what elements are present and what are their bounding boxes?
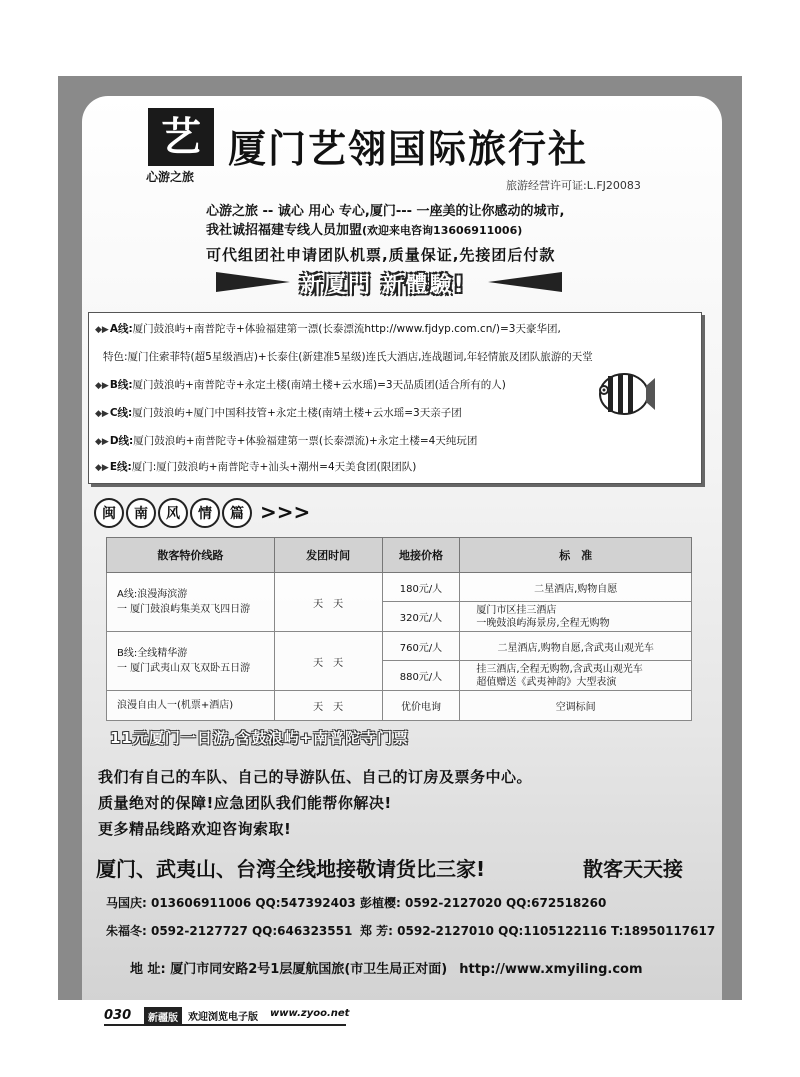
route-label: B线: <box>109 379 133 391</box>
route-item <box>95 321 561 336</box>
headline-left: 厦门、武夷山、台湾全线地接敬请货比三家! <box>96 857 486 881</box>
route-text: 特色:厦门住索菲特(超5星级酒店)+长泰住(新建准5星级)连氏大酒店,连战题词,年轻情旅及团队旅游的天堂 <box>103 351 593 363</box>
route-text: 厦门鼓浪屿+南普陀寺+永定土楼(南靖土楼+云水瑶)=3天品质团(适合所有的人) <box>132 379 506 391</box>
table-row <box>107 691 692 721</box>
standard-line: 一晚鼓浪屿海景房,全程无购物 <box>476 617 610 629</box>
price-cell: 180元/人 <box>382 573 460 602</box>
footer-divider <box>104 1024 346 1026</box>
arrow-right-icon <box>488 272 562 292</box>
time-cell: 天 天 <box>274 632 382 691</box>
site-link[interactable]: www.zyoo.net <box>270 1008 350 1019</box>
heading-char: 南 <box>126 498 156 528</box>
slogan-line-2 <box>206 219 522 238</box>
contact-line: 马国庆: 013606911006 QQ:547392403 <box>106 896 356 910</box>
logo-slogan: 心游之旅 <box>146 170 195 184</box>
address-text: 地 址: 厦门市同安路2号1层厦航国旅(市卫生局正对面) <box>130 962 448 977</box>
route-cell <box>107 573 275 632</box>
route-label: D线: <box>109 435 134 447</box>
page-number: 030 <box>104 1008 132 1023</box>
standard-line: 挂三酒店,全程无购物,含武夷山观光车 <box>476 663 643 675</box>
heading-char: 风 <box>158 498 188 528</box>
bullet-icon: ◆▶ <box>95 463 109 473</box>
standard-cell: 空调标间 <box>460 691 692 721</box>
address-line <box>130 958 643 977</box>
route-cell: 浪漫自由人一(机票+酒店) <box>107 691 275 721</box>
header-time: 发团时间 <box>274 538 382 573</box>
route-line: B线:全线精华游 <box>117 648 188 659</box>
route-line: A线:浪漫海滨游 <box>117 589 188 600</box>
price-cell: 320元/人 <box>382 602 460 632</box>
table-header-row <box>107 538 692 573</box>
standard-line: 厦门市区挂三酒店 <box>476 604 557 616</box>
standard-cell: 二星酒店,购物自愿 <box>460 573 692 602</box>
header-standard: 标 准 <box>460 538 692 573</box>
route-line: 一 厦门鼓浪屿集美双飞四日游 <box>117 604 251 615</box>
claim-line: 质量绝对的保障!应急团队我们能帮你解决! <box>98 794 392 812</box>
license-number: 旅游经营许可证:L.FJ20083 <box>506 179 641 192</box>
route-line: 一 厦门武夷山双飞双卧五日游 <box>117 663 251 674</box>
standard-cell: 二星酒店,购物自愿,含武夷山观光车 <box>460 632 692 661</box>
route-label: A线: <box>109 323 133 335</box>
heading-char: 篇 <box>222 498 252 528</box>
welcome-text: 欢迎浏览电子版 <box>188 1012 258 1023</box>
tour-price-table <box>106 537 692 721</box>
recruit-text: 我社诚招福建专线人员加盟 <box>206 223 363 238</box>
route-text: 厦门鼓浪屿+南普陀寺+体验福建第一票(长泰漂流)+永定土楼=4天纯玩团 <box>133 435 478 447</box>
price-cell: 优价电询 <box>382 691 460 721</box>
fish-icon <box>592 362 656 426</box>
header-price: 地接价格 <box>382 538 460 573</box>
route-item <box>95 459 416 474</box>
logo-glyph: 艺 <box>161 113 201 160</box>
claim-line: 更多精品线路欢迎咨询索取! <box>98 820 292 838</box>
standard-cell <box>460 602 692 632</box>
time-cell: 天 天 <box>274 691 382 721</box>
header-route: 散客特价线路 <box>107 538 275 573</box>
price-cell: 880元/人 <box>382 661 460 691</box>
banner-title: 新厦門 新體驗! <box>300 273 466 298</box>
route-item <box>95 377 506 392</box>
recruit-contact: (欢迎来电咨询13606911006) <box>362 224 523 237</box>
route-text: 厦门:厦门鼓浪屿+南普陀寺+汕头+潮州=4天美食团(限团队) <box>131 461 417 473</box>
website-link[interactable]: http://www.xmyiling.com <box>459 962 643 977</box>
route-cell <box>107 632 275 691</box>
heading-arrows: >>> <box>260 500 311 524</box>
contact-line: 朱福冬: 0592-2127727 QQ:646323551 <box>106 924 353 938</box>
heading-char: 情 <box>190 498 220 528</box>
time-cell: 天 天 <box>274 573 382 632</box>
route-item <box>103 349 593 364</box>
standard-cell <box>460 661 692 691</box>
claim-line: 我们有自己的车队、自己的导游队伍、自己的订房及票务中心。 <box>98 768 533 786</box>
table-row <box>107 573 692 602</box>
route-text: 厦门鼓浪屿+厦门中国科技管+永定土楼(南靖土楼+云水瑶=3天亲子团 <box>132 407 462 419</box>
edition-badge: 新疆版 <box>144 1007 182 1026</box>
route-label: E线: <box>109 461 132 473</box>
bullet-icon: ◆▶ <box>95 381 109 391</box>
route-item <box>95 433 477 448</box>
headline-right: 散客天天接 <box>583 857 683 881</box>
heading-char: 闽 <box>94 498 124 528</box>
price-cell: 760元/人 <box>382 632 460 661</box>
arrow-left-icon <box>216 272 290 292</box>
contact-line: 郑 芳: 0592-2127010 QQ:1105122116 T:18950117617 <box>360 924 716 938</box>
bullet-icon: ◆▶ <box>95 325 109 335</box>
contact-line: 彭植樱: 0592-2127020 QQ:672518260 <box>360 896 607 910</box>
table-row <box>107 632 692 661</box>
section-heading <box>94 498 310 528</box>
bullet-icon: ◆▶ <box>95 409 109 419</box>
slogan-line-3: 可代组团社申请团队机票,质量保证,先接团后付款 <box>206 246 556 264</box>
company-name: 厦门艺翎国际旅行社 <box>228 127 589 171</box>
route-item <box>95 405 462 420</box>
standard-line: 超值赠送《武夷神韵》大型表演 <box>476 676 617 688</box>
bullet-icon: ◆▶ <box>95 437 109 447</box>
route-label: C线: <box>109 407 133 419</box>
slogan-line-1: 心游之旅 -- 诚心 用心 专心,厦门--- 一座美的让你感动的城市, <box>206 204 565 219</box>
promo-line: 11元厦门一日游,含鼓浪屿+南普陀寺门票 <box>110 729 410 747</box>
route-text: 厦门鼓浪屿+南普陀寺+体验福建第一漂(长泰漂流http://www.fjdyp.com.cn/)=3天豪华团, <box>132 323 561 335</box>
